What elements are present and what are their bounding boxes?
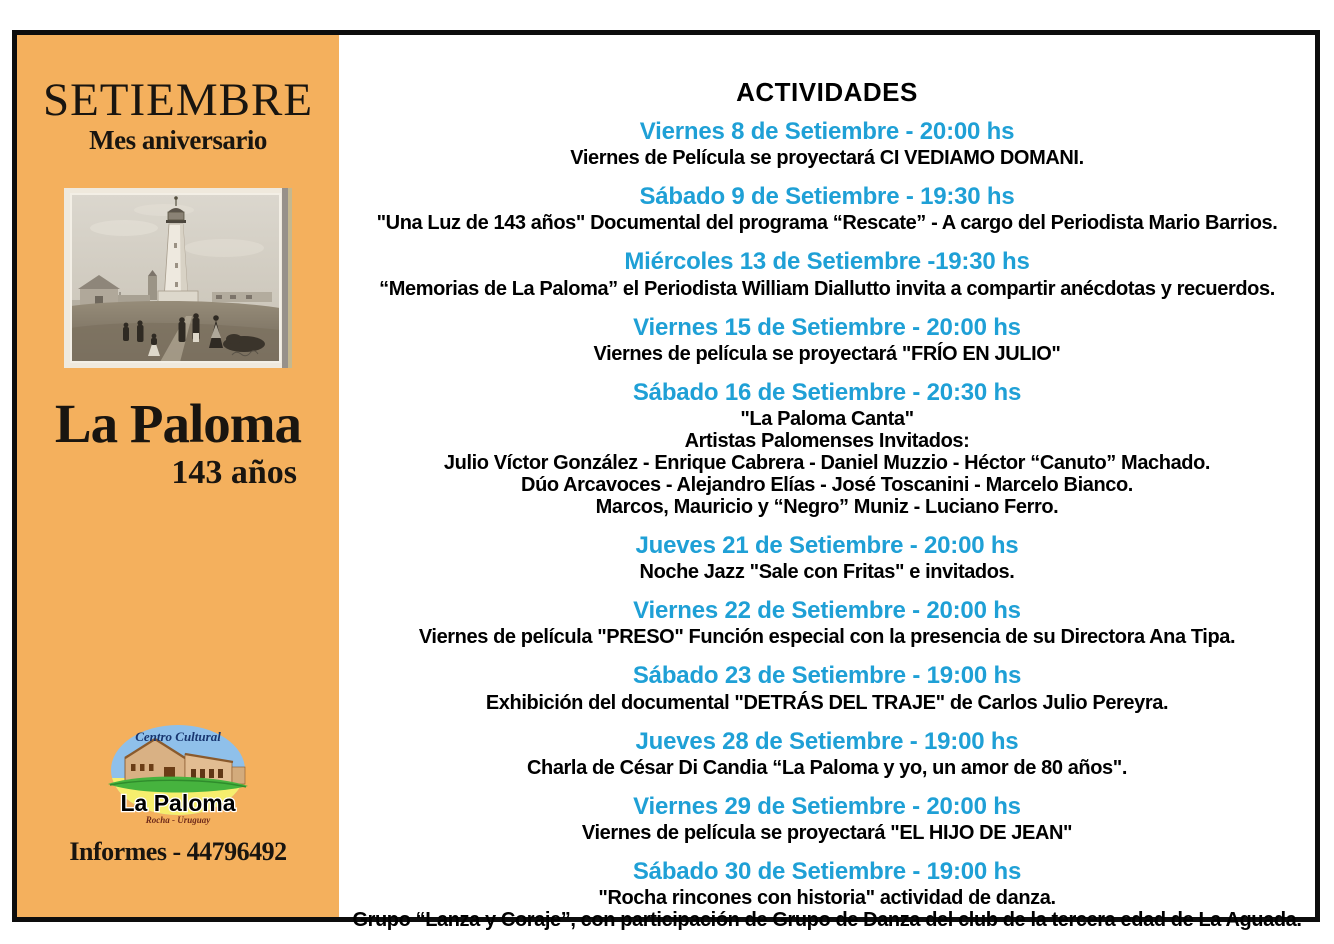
- anniversary-years: 143 años: [171, 454, 297, 491]
- lighthouse-photo: [64, 188, 292, 368]
- event-description: Viernes de Película se proyectará CI VEDIAMO DOMANI.: [570, 147, 1084, 170]
- activities-title: ACTIVIDADES: [736, 77, 918, 107]
- event-description: Noche Jazz "Sale con Fritas" e invitados.: [639, 561, 1015, 584]
- event-description: "Rocha rincones con historia" actividad de danza.: [598, 887, 1056, 910]
- event-description: "Una Luz de 143 años" Documental del programa “Rescate” - A cargo del Periodista Mario Barrios.: [376, 212, 1278, 235]
- logo-name-text: La Paloma: [120, 790, 236, 816]
- event-block: [339, 598, 1315, 648]
- event-block: [339, 315, 1315, 365]
- contact-phone: Informes - 44796492: [69, 837, 287, 866]
- event-description: Grupo “Lanza y Coraje”, con participación de Grupo de Danza del club de la tercera edad de La Aguada.: [352, 909, 1302, 932]
- logo-top-text: Centro Cultural: [135, 729, 221, 744]
- event-block: [339, 729, 1315, 779]
- event-description: Viernes de película se proyectará "EL HIJO DE JEAN": [581, 821, 1073, 844]
- activities-panel: [339, 35, 1315, 932]
- event-date-heading: Viernes 22 de Setiembre - 20:00 hs: [633, 597, 1021, 625]
- event-block: [339, 794, 1315, 844]
- month-subtitle: Mes aniversario: [89, 125, 267, 155]
- event-description: Artistas Palomenses Invitados:: [684, 429, 970, 452]
- event-block: [339, 663, 1315, 713]
- month-title: SETIEMBRE: [42, 74, 314, 126]
- town-name: La Paloma: [54, 393, 302, 454]
- flyer: [12, 30, 1320, 932]
- event-block: [339, 119, 1315, 169]
- event-date-heading: Jueves 28 de Setiembre - 19:00 hs: [635, 727, 1019, 755]
- sidebar-bottom-padding: [17, 865, 339, 917]
- event-block: [339, 859, 1315, 931]
- event-description: Marcos, Mauricio y “Negro” Muniz - Luciano Ferro.: [595, 495, 1059, 518]
- event-description: Viernes de película "PRESO" Función especial con la presencia de su Directora Ana Tipa.: [418, 626, 1236, 649]
- sidebar: [17, 35, 339, 917]
- centro-cultural-logo: [102, 723, 254, 829]
- event-block: [339, 184, 1315, 234]
- event-date-heading: Sábado 9 de Setiembre - 19:30 hs: [639, 183, 1015, 211]
- event-date-heading: Viernes 29 de Setiembre - 20:00 hs: [633, 792, 1021, 820]
- logo-location-text: Rocha - Uruguay: [145, 815, 211, 825]
- event-date-heading: Jueves 21 de Setiembre - 20:00 hs: [635, 531, 1019, 559]
- event-date-heading: Miércoles 13 de Setiembre -19:30 hs: [624, 248, 1030, 276]
- event-date-heading: Viernes 15 de Setiembre - 20:00 hs: [633, 313, 1021, 341]
- sidebar-spacer: [17, 490, 339, 723]
- event-description: Viernes de película se proyectará "FRÍO EN JULIO": [593, 342, 1061, 365]
- event-date-heading: Viernes 8 de Setiembre - 20:00 hs: [639, 118, 1015, 145]
- event-date-heading: Sábado 23 de Setiembre - 19:00 hs: [632, 662, 1022, 690]
- event-description: Charla de César Di Candia “La Paloma y yo, un amor de 80 años".: [526, 756, 1128, 779]
- event-date-heading: Sábado 30 de Setiembre - 19:00 hs: [632, 857, 1022, 885]
- event-description: Exhibición del documental "DETRÁS DEL TRAJE" de Carlos Julio Pereyra.: [485, 691, 1169, 714]
- event-description: Julio Víctor González - Enrique Cabrera - Daniel Muzzio - Héctor “Canuto” Machado.: [443, 451, 1211, 474]
- event-description: "La Paloma Canta": [740, 407, 914, 430]
- event-description: Dúo Arcavoces - Alejandro Elías - José Toscanini - Marcelo Bianco.: [521, 473, 1133, 496]
- event-block: [339, 533, 1315, 583]
- event-date-heading: Sábado 16 de Setiembre - 20:30 hs: [632, 378, 1022, 406]
- event-description: “Memorias de La Paloma” el Periodista William Diallutto invita a compartir anécdotas y recuerdos.: [379, 277, 1275, 300]
- event-block: [339, 380, 1315, 518]
- event-block: [339, 249, 1315, 299]
